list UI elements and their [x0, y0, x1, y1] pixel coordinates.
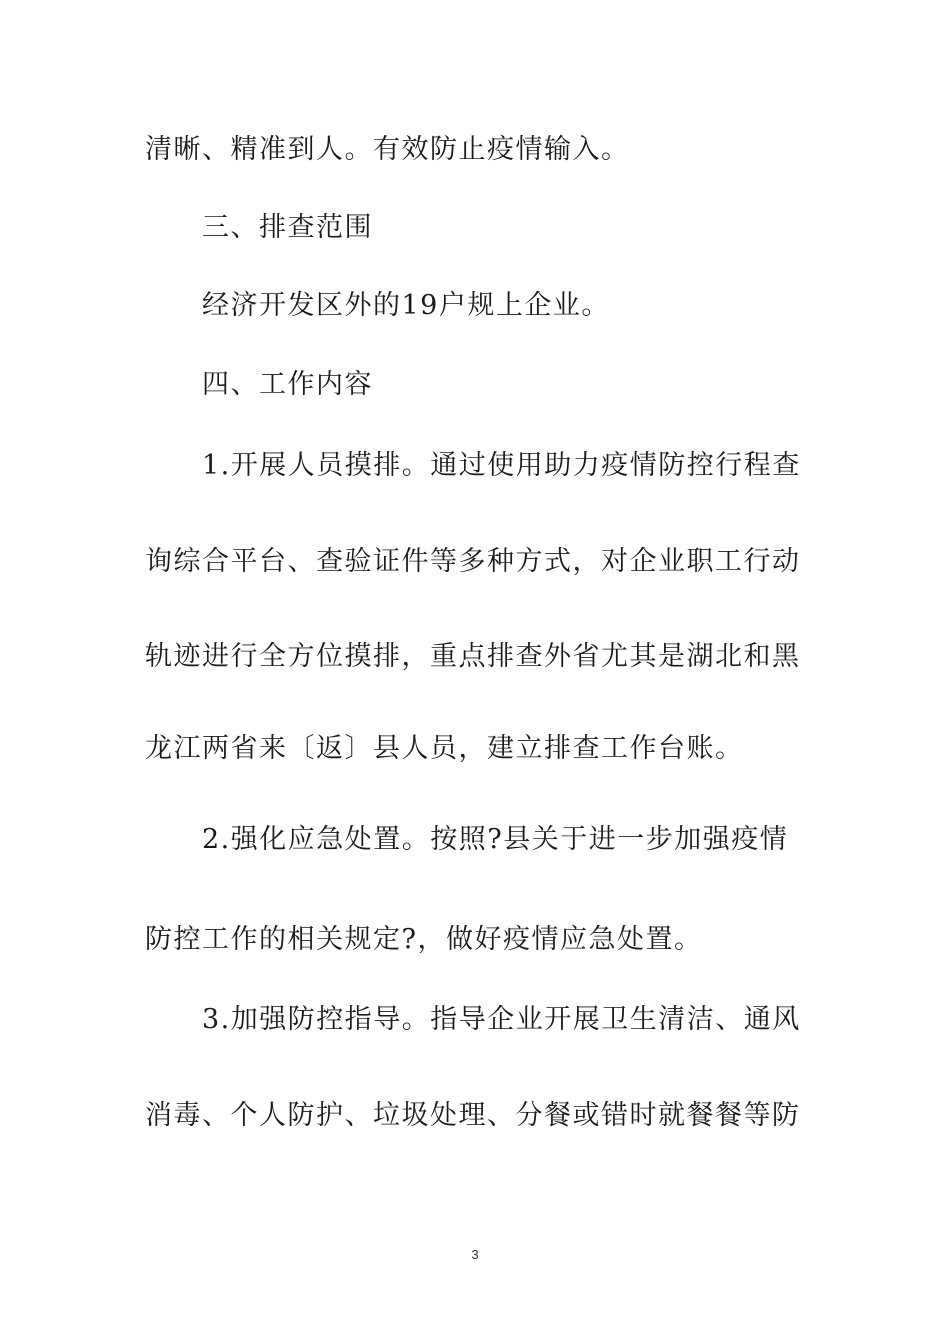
- body-text-line: 消毒、个人防护、垃圾处理、分餐或错时就餐餐等防: [145, 1100, 801, 1131]
- body-text-line: 3.加强防控指导。指导企业开展卫生清洁、通风: [202, 1004, 801, 1035]
- section-heading-scope: 三、排查范围: [202, 212, 373, 243]
- body-text-line: 1.开展人员摸排。通过使用助力疫情防控行程查: [202, 450, 801, 481]
- body-text-line: 经济开发区外的19户规上企业。: [202, 290, 610, 321]
- body-text-line: 清晰、精准到人。有效防止疫情输入。: [145, 134, 630, 165]
- section-heading-work-content: 四、工作内容: [202, 369, 373, 400]
- body-text-line: 询综合平台、查验证件等多种方式，对企业职工行动: [145, 546, 801, 577]
- body-text-line: 龙江两省来〔返〕县人员，建立排查工作台账。: [145, 733, 744, 764]
- page-number: 3: [471, 1247, 479, 1262]
- body-text-line: 2.强化应急处置。按照?县关于进一步加强疫情: [202, 824, 789, 855]
- body-text-line: 防控工作的相关规定?，做好疫情应急处置。: [145, 924, 703, 955]
- body-text-line: 轨迹进行全方位摸排，重点排查外省尤其是湖北和黑: [145, 641, 801, 672]
